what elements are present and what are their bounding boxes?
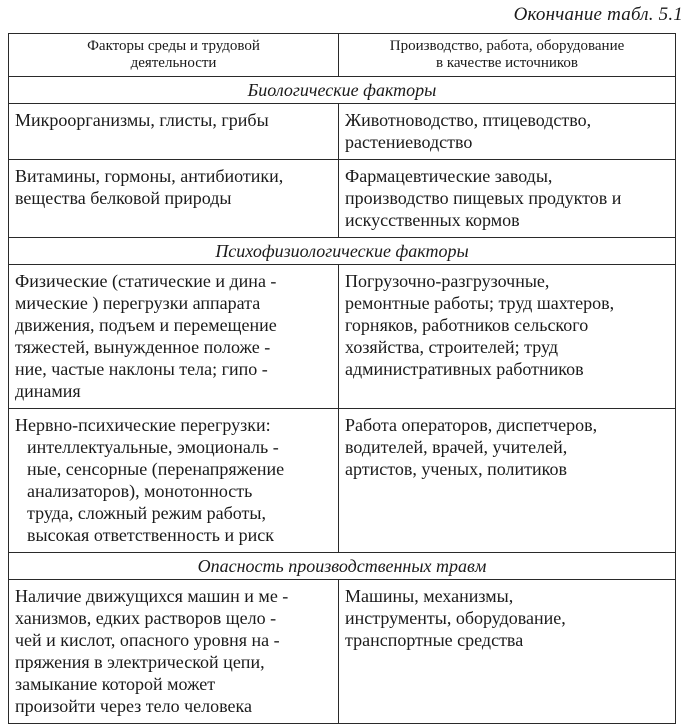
- table-row: [9, 580, 676, 724]
- factor-cell: [9, 104, 339, 160]
- source-cell: [339, 160, 676, 238]
- factor-line: анализаторов), монотонность: [27, 481, 253, 501]
- factor-line: Физические (статические и дина -: [15, 271, 277, 291]
- source-line: ремонтные работы; труд шахтеров,: [345, 293, 615, 313]
- source-cell: [339, 409, 676, 553]
- factor-line: труда, сложный режим работы,: [27, 503, 267, 523]
- section-title-psychophysiological: Психофизиологические факторы: [9, 238, 676, 265]
- source-line: Работа операторов, диспетчеров,: [345, 415, 598, 435]
- table-header-row: [9, 34, 676, 77]
- source-line: транспортные средства: [345, 630, 524, 650]
- factor-line: ние, частые наклоны тела; гипо -: [15, 359, 268, 379]
- source-line: растениеводство: [345, 132, 473, 152]
- factor-line: замыкание которой может: [15, 674, 216, 694]
- source-cell: [339, 265, 676, 409]
- factor-line: динамия: [15, 381, 81, 401]
- source-line: Животноводство, птицеводство,: [345, 110, 592, 130]
- source-cell: [339, 104, 676, 160]
- header-sources-line: Производство, работа, оборудование: [389, 38, 625, 54]
- section-title-biological: Биологические факторы: [9, 77, 676, 104]
- source-line: водителей, врачей, учителей,: [345, 437, 568, 457]
- factor-line: мические ) перегрузки аппарата: [15, 293, 261, 313]
- source-cell: [339, 580, 676, 724]
- factor-cell: [9, 265, 339, 409]
- source-line: искусственных кормов: [345, 210, 520, 230]
- factor-line: высокая ответственность и риск: [27, 525, 274, 545]
- factor-line: чей и кислот, опасного уровня на -: [15, 630, 280, 650]
- factor-line: движения, подъем и перемещение: [15, 315, 277, 335]
- factor-line: ханизмов, едких растворов щело -: [15, 608, 277, 628]
- factor-cell: [9, 409, 339, 553]
- header-factors-line: деятельности: [130, 55, 217, 71]
- factors-table: [8, 33, 676, 724]
- header-sources: [339, 34, 676, 77]
- factor-line: Нервно-психические перегрузки:: [15, 415, 271, 435]
- factor-line: ные, сенсорные (перенапряжение: [27, 459, 285, 479]
- section-row: [9, 238, 676, 265]
- source-line: инструменты, оборудование,: [345, 608, 566, 628]
- table-row: [9, 409, 676, 553]
- section-title-injury-hazard: Опасность производственных травм: [9, 553, 676, 580]
- factor-line: Витамины, гормоны, антибиотики,: [15, 166, 284, 186]
- source-line: Фармацевтические заводы,: [345, 166, 553, 186]
- source-line: производство пищевых продуктов и: [345, 188, 622, 208]
- factor-line: вещества белковой природы: [15, 188, 232, 208]
- table-row: [9, 265, 676, 409]
- factor-line: Микроорганизмы, глисты, грибы: [15, 110, 269, 130]
- factor-line: интеллектуальные, эмоциональ -: [27, 437, 279, 457]
- table-row: [9, 104, 676, 160]
- section-row: [9, 553, 676, 580]
- factor-cell: [9, 160, 339, 238]
- factor-line: произойти через тело человека: [15, 696, 252, 716]
- source-line: хозяйства, строителей; труд: [345, 337, 558, 357]
- source-line: Погрузочно-разгрузочные,: [345, 271, 550, 291]
- factor-line: тяжестей, вынужденное положе -: [15, 337, 271, 357]
- header-factors-line: Факторы среды и трудовой: [87, 38, 260, 54]
- factor-line: Наличие движущихся машин и ме -: [15, 586, 289, 606]
- factor-cell: [9, 580, 339, 724]
- source-line: административных работников: [345, 359, 584, 379]
- source-line: артистов, ученых, политиков: [345, 459, 567, 479]
- source-line: горняков, работников сельского: [345, 315, 589, 335]
- section-row: [9, 77, 676, 104]
- header-factors: [9, 34, 339, 77]
- table-row: [9, 160, 676, 238]
- factor-line: пряжения в электрической цепи,: [15, 652, 265, 672]
- source-line: Машины, механизмы,: [345, 586, 514, 606]
- table-caption: Окончание табл. 5.1: [513, 4, 683, 25]
- header-sources-line: в качестве источников: [435, 55, 578, 71]
